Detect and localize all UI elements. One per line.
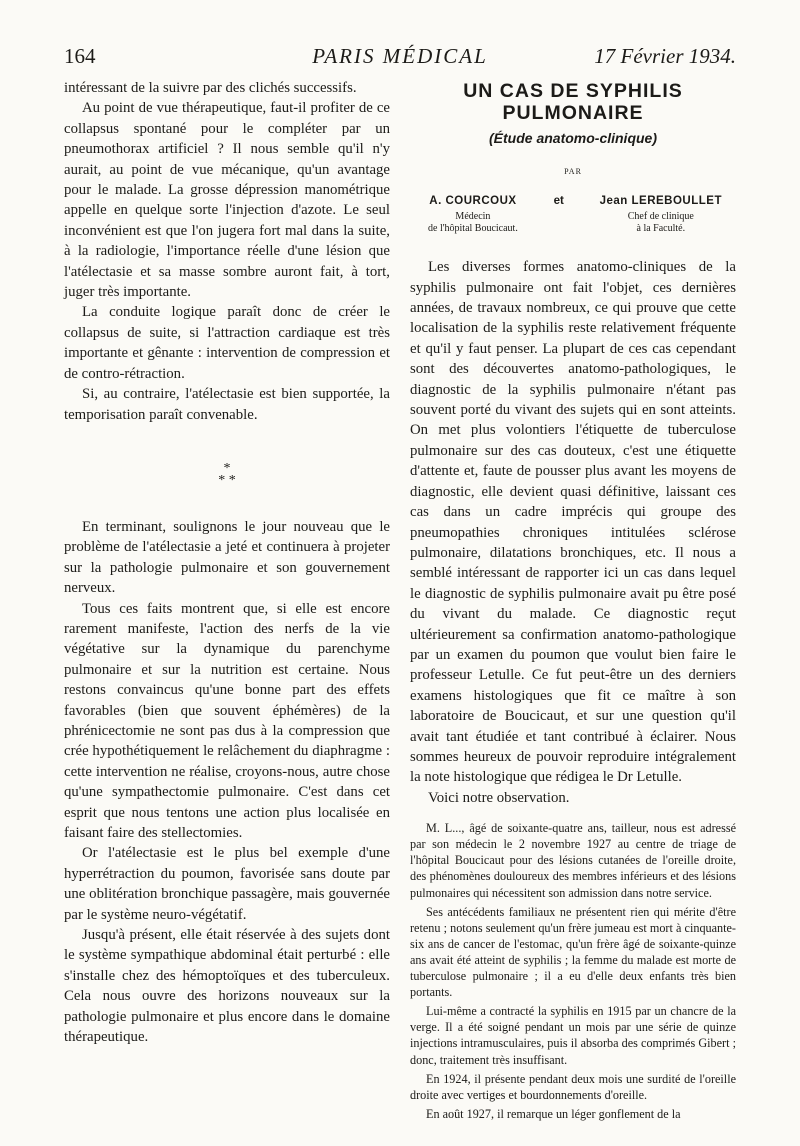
observation-paragraph: Ses antécédents familiaux ne présentent rien qui mérite d'être retenu ; notons seulement qu'un frère jumeau est mort à cinquante-six ans de cancer de l'estomac, qu'un frère âgé de soixante-quinze ans avait été atteint de syphilis ; la femme du malade est morte de tuberculose pulmonaire ; il a eu d'elle deux enfants très bien portants. xyxy=(410,904,736,1000)
paragraph: La conduite logique paraît donc de créer le collapsus de suite, si l'attraction cardiaque est très importante et gênante : intervention de compression et de contro-rétraction. xyxy=(64,304,390,382)
observation-paragraph: En août 1927, il remarque un léger gonflement de la xyxy=(426,1106,681,1121)
author-role: Médecin xyxy=(455,211,491,223)
observation-paragraph: M. L..., âgé de soixante-quatre ans, tailleur, nous est adressé par son médecin le 2 novembre 1927 au centre de triage de l'hôpital Boucicaut pour des lésions cutanées de l'oreille droite, des phénomènes douloureux des membres inférieurs et des lésions pulmonaires qui nécessitent son admission dans notre service. xyxy=(410,821,736,900)
byline-par: PAR xyxy=(564,167,582,177)
paragraph: Jusqu'à présent, elle était réservée à des sujets dont le système sympathique abdominal était perturbé : elle s'installe chez des hémoptoïques et des tuberculeux. Cela nous ouvre des horizons nouveaux sur la pathologie pulmonaire et plus encore dans le domaine thérapeutique. xyxy=(64,927,390,1046)
running-header xyxy=(64,44,736,74)
article-title-line1: UN CAS DE SYPHILIS xyxy=(463,80,683,102)
paragraph: Tous ces faits montrent que, si elle est encore rarement manifeste, l'action des nerfs de la vie végétative sur la dynamique du parenchyme pulmonaire et sur la nutrition est certaine. Nous restons convaincus qu'une bonne part des effets favorables (bien que souvent éphémères) de la phrénicectomie ne sont pas dus à la compression que crée hypothétiquement le relâchement du diaphragme : cette intervention ne réalise, croyons-nous, autre chose qu'une sympathectomie pulmonaire. C'est dans cet esprit que nous tentons une action plus localisée en faisant faire des stellectomies. xyxy=(64,600,390,841)
article-subtitle: (Étude anatomo-clinique) xyxy=(489,130,657,146)
separator-star-bottom: * * xyxy=(218,472,236,488)
paragraph: En terminant, soulignons le jour nouveau que le problème de l'atélectasie a jeté et continuera à projeter sur la pathologie pulmonaire et son gouvernement nerveux. xyxy=(64,518,390,597)
left-column xyxy=(64,78,390,1047)
author-lereboullet xyxy=(600,191,722,235)
article-title-line2: PULMONAIRE xyxy=(502,102,644,124)
journal-title: PARIS MÉDICAL xyxy=(312,44,488,68)
section-separator xyxy=(64,460,390,488)
observation-paragraph: En 1924, il présente pendant deux mois une surdité de l'oreille droite avec vertiges et bourdonnements d'oreille. xyxy=(410,1071,736,1102)
paragraph: Les diverses formes anatomo-cliniques de la syphilis pulmonaire ont fait l'objet, ces dernières années, de travaux nombreux, ce qui prouve que cette localisation de la syphilis reste relativement fréquente et qu'il y faut penser. La plupart de ces cas cependant sont des découvertes anatomo-pathologiques, le diagnostic de la syphilis pulmonaire n'étant pas souvent porté du vivant des sujets qui en sont atteints. On met plus volontiers l'étiquette de tuberculose pulmonaire sur des cas douteux, c'est une étiquette d'attente et, faute de pousser plus avant les moyens de diagnostic, elle devient quasi définitive, laissant ces cas dans un cadre imprécis qui groupe des pneumopathies chroniques intitulées sclérose pulmonaire, dilatations bronchiques, etc. Il nous a semblé intéressant de rapporter ici un cas dans lequel le diagnostic de syphilis pulmonaire avait pu être posé du vivant du malade. Ce diagnostic reçut ultérieurement sa confirmation anatomo-pathologique par un examen du poumon que voulut bien faire le professeur Letulle. Ce fut peut-être un des derniers examens histologiques que fit ce maître à son laboratoire de Boucicaut, et sur une question qu'il avait tant étudiée et tant contribué à éclairer. Nous sommes heureux de pouvoir reproduire intégralement la note histologique que rédigea le Dr Letulle. xyxy=(410,259,736,786)
paragraph: Voici notre observation. xyxy=(428,789,570,806)
observation-paragraph: Lui-même a contracté la syphilis en 1915 par un chancre de la verge. Il a été soigné pendant un mois par une série de quinze injections intramusculaires, puis il absorba des comprimés Gibert ; donc, traitement très insuffisant. xyxy=(410,1004,736,1067)
author-affiliation: à la Faculté. xyxy=(636,223,686,235)
paragraph: Or l'atélectasie est le plus bel exemple d'une hyperrétraction du poumon, favorisée sans doute par une oblitération bronchique passagère, mais gouvernée par le système neuro-végétatif. xyxy=(64,845,390,923)
right-column xyxy=(410,78,736,1125)
observation-text xyxy=(410,820,736,1122)
separator-star-top: * xyxy=(223,460,231,476)
issue-date: 17 Février 1934. xyxy=(594,44,736,68)
author-name: A. COURCOUX xyxy=(429,194,517,207)
author-courcoux xyxy=(428,191,518,235)
author-block xyxy=(410,191,736,235)
paragraph: Si, au contraire, l'atélectasie est bien supportée, la temporisation paraît convenable. xyxy=(64,386,390,423)
paragraph: intéressant de la suivre par des clichés successifs. xyxy=(64,80,357,96)
page-number: 164 xyxy=(64,44,96,68)
article-title xyxy=(410,80,736,124)
author-affiliation: de l'hôpital Boucicaut. xyxy=(428,223,518,235)
author-name: Jean LEREBOULLET xyxy=(599,194,722,207)
article-body xyxy=(410,257,736,808)
paragraph: Au point de vue thérapeutique, faut-il profiter de ce collapsus spontané pour le compléter par un pneumothorax artificiel ? Il nous semble qu'il n'y aurait, au point de vue mécanique, qu'un avantage pour le malade. La grosse dépression manométrique appelle en quelque sorte l'injection d'azote. Le seul inconvénient est que l'on jugera fort mal dans la suite, à la radiologie, l'importance réelle d'une lésion que l'atélectasie et sa masse sombre auront fait, à tort, juger très importante. xyxy=(64,100,390,301)
author-conjunction: et xyxy=(553,194,564,207)
author-role: Chef de clinique xyxy=(627,211,694,223)
